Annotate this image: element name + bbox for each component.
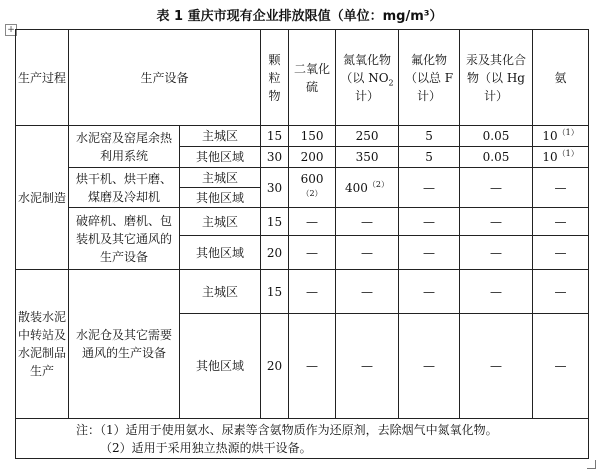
process-cement: 水泥制造: [16, 126, 69, 270]
cell-pm: 15: [261, 270, 289, 314]
process-bulk: 散装水泥中转站及水泥制品生产: [16, 270, 69, 419]
table-notes: [16, 419, 589, 459]
cell-ammonia: —: [533, 236, 589, 270]
header-nox-tail: 计）: [355, 88, 380, 103]
zone-main: 主城区: [180, 270, 261, 314]
zone-main: 主城区: [180, 208, 261, 236]
cell-so2: —: [289, 208, 336, 236]
nox-value: 400: [345, 180, 368, 195]
header-nox-main: 氮氧化物（以 NO: [340, 52, 392, 85]
cell-ammonia: [533, 126, 589, 147]
cell-pm: 30: [261, 147, 289, 168]
cell-so2: 200: [289, 147, 336, 168]
cell-nox: 350: [336, 147, 399, 168]
cell-pm: 15: [261, 208, 289, 236]
cell-ammonia: —: [533, 270, 589, 314]
header-particulate: 颗粒物: [261, 30, 289, 126]
cell-fluoride: —: [399, 208, 460, 236]
cell-nox: —: [336, 270, 399, 314]
cell-pm: 15: [261, 126, 289, 147]
cell-nox: 250: [336, 126, 399, 147]
cell-mercury: —: [460, 236, 533, 270]
zone-other: 其他区域: [180, 188, 261, 208]
zone-other: 其他区域: [180, 147, 261, 168]
table-title: 表 1 重庆市现有企业排放限值（单位：mg/m³）: [156, 9, 443, 24]
header-process: 生产过程: [16, 30, 69, 126]
cell-fluoride: —: [399, 270, 460, 314]
header-mercury: 汞及其化合物（以 Hg 计）: [460, 30, 533, 126]
cell-nox: —: [336, 314, 399, 419]
equipment-dryer: 烘干机、烘干磨、煤磨及冷却机: [69, 168, 180, 208]
header-fluoride: 氟化物（以总 F 计）: [399, 30, 460, 126]
cell-mercury: 0.05: [460, 147, 533, 168]
cell-mercury: —: [460, 168, 533, 208]
cell-so2: —: [289, 314, 336, 419]
header-row: [16, 30, 589, 126]
header-so2: 二氧化硫: [289, 30, 336, 126]
cell-nox: [336, 168, 399, 208]
cell-fluoride: —: [399, 236, 460, 270]
cell-ammonia: —: [533, 314, 589, 419]
cell-pm: 20: [261, 314, 289, 419]
zone-other: 其他区域: [180, 236, 261, 270]
cell-ammonia: —: [533, 208, 589, 236]
table-row: [16, 168, 589, 188]
equipment-silo: 水泥仓及其它需要通风的生产设备: [69, 270, 180, 419]
cell-so2: [289, 168, 336, 208]
cell-fluoride: 5: [399, 126, 460, 147]
cell-mercury: 0.05: [460, 126, 533, 147]
header-nox-sub: 2: [388, 77, 394, 87]
cell-ammonia: —: [533, 168, 589, 208]
table-row: [16, 126, 589, 147]
cell-mercury: —: [460, 270, 533, 314]
ammonia-footnote-ref: （1）: [557, 128, 579, 137]
end-of-table-mark: [587, 460, 596, 469]
so2-footnote-ref: （2）: [301, 188, 323, 198]
ammonia-footnote-ref: （1）: [557, 149, 579, 158]
nox-footnote-ref: （2）: [367, 179, 390, 189]
equipment-kiln: 水泥窑及窑尾余热利用系统: [69, 126, 180, 168]
so2-value: 600: [300, 171, 324, 186]
equipment-crusher: 破碎机、磨机、包装机及其它通风的生产设备: [69, 208, 180, 270]
cell-fluoride: 5: [399, 147, 460, 168]
ammonia-value: 10: [542, 150, 558, 164]
cell-fluoride: —: [399, 314, 460, 419]
header-nox: [336, 30, 399, 126]
cell-ammonia: [533, 147, 589, 168]
cell-fluoride: —: [399, 168, 460, 208]
cell-pm: 20: [261, 236, 289, 270]
zone-main: 主城区: [180, 168, 261, 188]
cell-mercury: —: [460, 208, 533, 236]
ammonia-value: 10: [542, 129, 558, 143]
cell-nox: —: [336, 208, 399, 236]
note-line-1: 注：（1）适用于使用氨水、尿素等含氨物质作为还原剂，去除烟气中氮氧化物。: [76, 422, 498, 437]
cell-so2: —: [289, 236, 336, 270]
table-row: [16, 208, 589, 235]
table-anchor-icon[interactable]: +: [5, 24, 17, 36]
note-line-2: （2）适用于采用独立热源的烘干设备。: [100, 440, 312, 455]
cell-nox: —: [336, 236, 399, 270]
notes-row: [16, 419, 589, 459]
cell-mercury: —: [460, 314, 533, 419]
header-equipment: 生产设备: [69, 30, 261, 126]
zone-other: 其他区域: [180, 314, 261, 419]
emission-limits-table: [15, 29, 589, 459]
table-row: [16, 270, 589, 314]
cell-so2: 150: [289, 126, 336, 147]
header-ammonia: 氨: [533, 30, 589, 126]
cell-pm: 30: [261, 168, 289, 208]
zone-main: 主城区: [180, 126, 261, 147]
cell-so2: —: [289, 270, 336, 314]
